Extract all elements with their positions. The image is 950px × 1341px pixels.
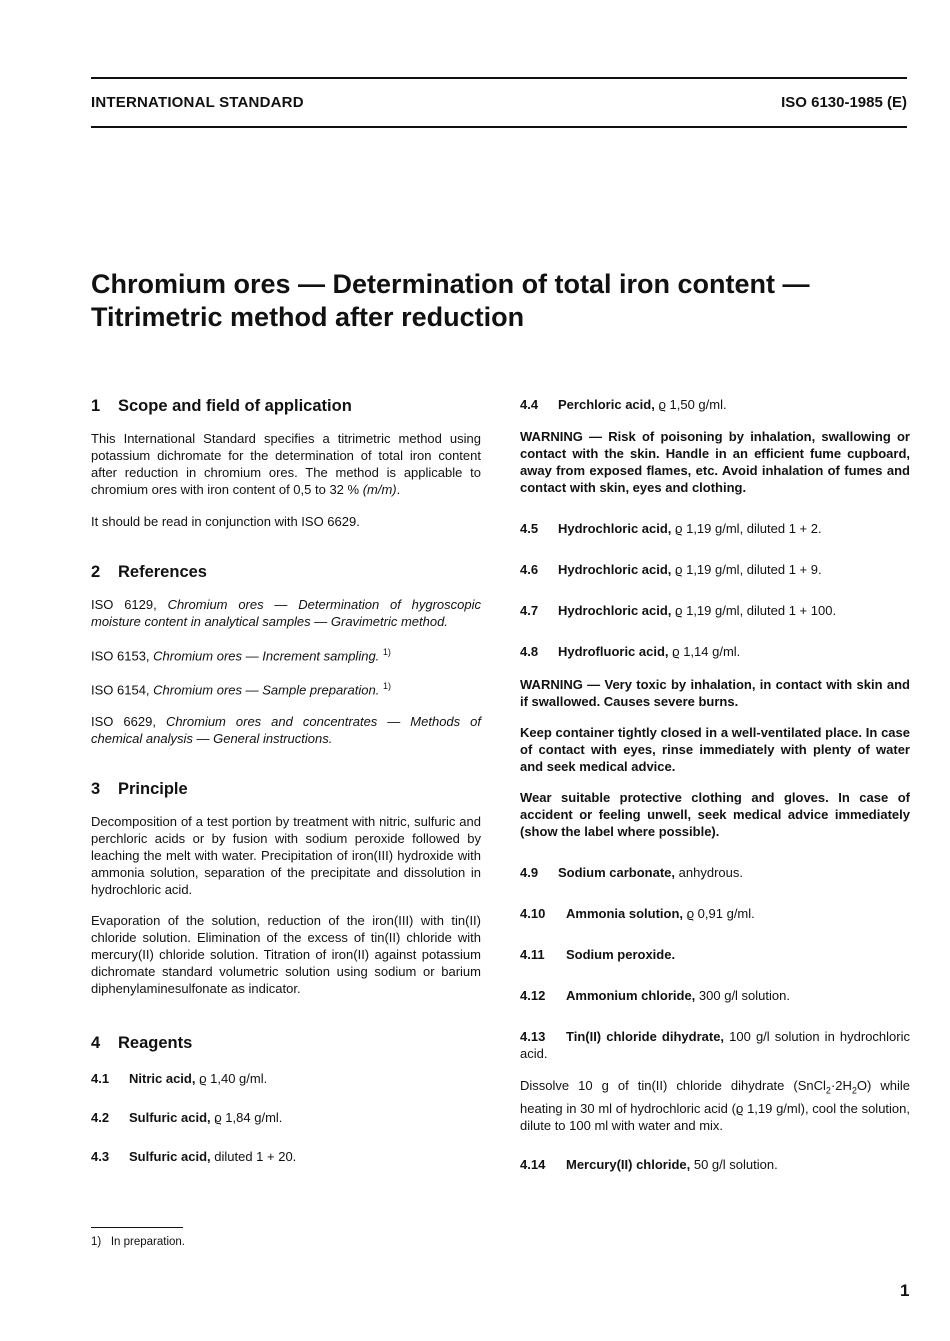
reagent-4-14: 4.14 Mercury(II) chloride, 50 g/l solution. (520, 1156, 778, 1172)
reagent-4-11: 4.11 Sodium peroxide. (520, 947, 676, 962)
reagent-4-12: 4.12 Ammonium chloride, 300 g/l solution. (520, 988, 790, 1003)
reagent-4-7: 4.7 Hydrochloric acid, ϱ 1,19 g/ml, diluted 1 + 100. (520, 603, 837, 618)
section-1-heading: 1 Scope and field of application (91, 397, 352, 415)
reagent-4-9: 4.9 Sodium carbonate, anhydrous. (520, 865, 743, 880)
title-line-1: Chromium ores — Determination of total iron content — (91, 269, 810, 299)
section-4-heading: 4 Reagents (91, 1033, 193, 1052)
reagent-4-10: 4.10 Ammonia solution, ϱ 0,91 g/ml. (520, 906, 755, 921)
reagent-4-6: 4.6 Hydrochloric acid, ϱ 1,19 g/ml, diluted 1 + 9. (520, 562, 822, 577)
footnote-rule (91, 1227, 183, 1228)
reagent-4-1: 4.1 Nitric acid, ϱ 1,40 g/ml. (91, 1070, 268, 1086)
reagent-4-3: 4.3 Sulfuric acid, diluted 1 + 20. (91, 1148, 297, 1164)
title-line-2: Titrimetric method after reduction (91, 302, 525, 332)
reagent-4-5: 4.5 Hydrochloric acid, ϱ 1,19 g/ml, diluted 1 + 2. (520, 521, 822, 536)
principle-paragraph-1: Decomposition of a test portion by treatment with nitric, sulfuric and perchloric acids or by fusion with sodium peroxide followed by leaching the melt with water. Precipitation of iron(III) hydroxide with ammonia solution, separation of the precipitate and dissolution in hydrochloric acid. (91, 813, 481, 897)
reagent-4-8: 4.8 Hydrofluoric acid, ϱ 1,14 g/ml. (520, 644, 741, 659)
warning-perchloric: WARNING — Risk of poisoning by inhalation, swallowing or contact with the skin. Handle in an efficient fume cupboard, away from exposed flames, etc. Avoid inhalation of fumes and contact with skin, eyes and clothing. (520, 429, 910, 495)
header-rule (91, 126, 907, 128)
section-2-heading: 2 References (91, 563, 207, 581)
top-rule (91, 77, 907, 79)
reference-item: ISO 6629, Chromium ores and concentrates — Methods of chemical analysis — General instructions. (91, 713, 481, 746)
standard-number: ISO 6130-1985 (E) (781, 94, 907, 111)
reference-item: ISO 6154, Chromium ores — Sample preparation. $^{1)}$ (91, 681, 391, 698)
section-3-heading: 3 Principle (91, 779, 188, 798)
warning-container: Keep container tightly closed in a well-ventilated place. In case of contact with eyes, rinse immediately with plenty of water and seek medical advice. (520, 725, 910, 774)
reagent-4-2: 4.2 Sulfuric acid, ϱ 1,84 g/ml. (91, 1109, 283, 1125)
document-type: INTERNATIONAL STANDARD (91, 94, 304, 111)
scope-paragraph: This International Standard specifies a titrimetric method using potassium dichromate for the determination of total iron content after reduction in chromium ores. The method is applicable to chromium ores with iron content of 0,5 to 32 % (m/m). (91, 431, 481, 497)
warning-protective: Wear suitable protective clothing and gloves. In case of accident or feeling unwell, seek medical advice immediately (show the label where possible). (520, 790, 910, 839)
page-number: 1 (900, 1281, 910, 1300)
right-column (520, 396, 910, 1173)
page-title (91, 268, 911, 334)
principle-paragraph-2: Evaporation of the solution, reduction of the iron(III) with tin(II) chloride solution. Elimination of the excess of tin(II) chloride with mercury(II) chloride solution. Titration of iron(II) against potassium dichromate standard volumetric solution using sodium or barium diphenylaminesulfonate as indicator. (91, 912, 481, 996)
warning-hydrofluoric: WARNING — Very toxic by inhalation, in contact with skin and if swallowed. Causes severe burns. (520, 677, 910, 709)
tin-chloride-preparation: Dissolve 10 g of tin(II) chloride dihydrate $(SnCl_2\cdot 2H_2O)$ while heating in 30 ml of hydrochloric acid (ϱ 1,19 g/ml), cool the solution, dilute to 100 ml with water and mix. (520, 1078, 910, 1133)
scope-conjunction: It should be read in conjunction with ISO 6629. (91, 514, 360, 529)
left-column (91, 396, 481, 1165)
footnote: 1) In preparation. (91, 1236, 185, 1248)
reference-item: ISO 6129, Chromium ores — Determination of hygroscopic moisture content in analytical samples — Gravimetric method. (91, 597, 482, 629)
reagent-4-4: 4.4 Perchloric acid, ϱ 1,50 g/ml. (520, 397, 727, 412)
reagent-4-13: 4.13 Tin(II) chloride dihydrate, 100 g/l solution in hydrochloric acid. (520, 1029, 910, 1061)
reference-item: ISO 6153, Chromium ores — Increment sampling. $^{1)}$ (91, 647, 391, 664)
